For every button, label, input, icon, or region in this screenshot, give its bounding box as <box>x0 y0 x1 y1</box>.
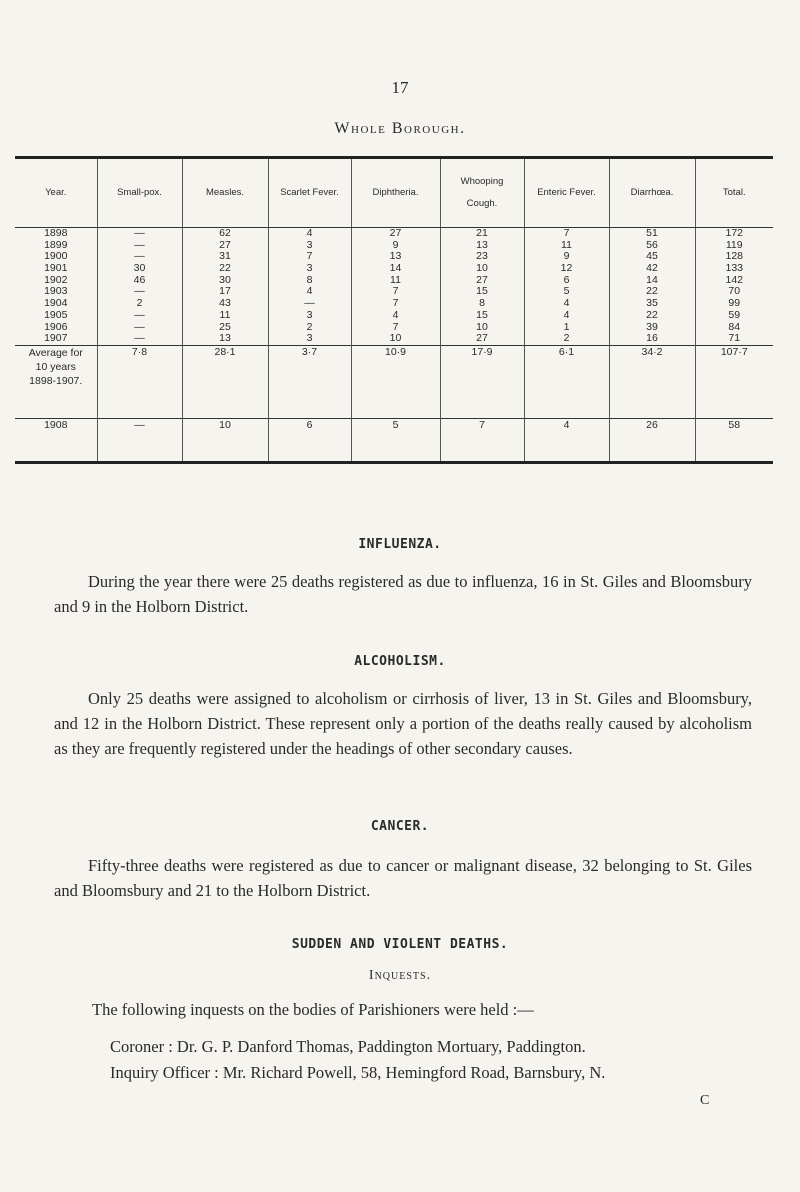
table-cell: 7 <box>392 320 399 333</box>
average-cell: 107·7 <box>695 345 773 418</box>
inquests-subheading: Inquests. <box>368 968 432 983</box>
table-cell: 5 <box>563 285 570 298</box>
table-cell: 13 <box>476 238 488 251</box>
cell-1908: 58 <box>695 418 773 462</box>
cell-1908: 6 <box>268 418 351 462</box>
table-cell: 22 <box>646 308 658 321</box>
table-cell: 70 <box>728 285 741 298</box>
table-cell: 1906 <box>44 320 68 333</box>
table-cell: 1907 <box>44 332 68 345</box>
header-measles: Measles. <box>182 158 268 228</box>
table-cell: 16 <box>646 332 658 345</box>
column-diphtheria <box>351 228 440 346</box>
cell-1908: 10 <box>182 418 268 462</box>
table-cell: 1903 <box>44 285 68 298</box>
table-cell: 4 <box>306 285 313 298</box>
table-cell: 15 <box>476 308 488 321</box>
header-total: Total. <box>695 158 773 228</box>
average-cell: 7·8 <box>97 345 182 418</box>
average-cell: 28·1 <box>182 345 268 418</box>
average-cell: 17·9 <box>440 345 524 418</box>
table-cell: 2 <box>306 320 313 333</box>
table-cell: 3 <box>306 332 313 345</box>
table-cell: 133 <box>725 262 744 275</box>
cell-1908: 5 <box>351 418 440 462</box>
influenza-heading: INFLUENZA. <box>358 537 442 552</box>
table-cell: 31 <box>219 250 231 263</box>
column-enteric-fever <box>524 228 609 346</box>
table-cell: 12 <box>560 262 573 275</box>
cell-1908: 1908 <box>15 418 97 462</box>
average-cell: 6·1 <box>524 345 609 418</box>
table-cell: 99 <box>728 297 741 310</box>
table-cell: 1899 <box>44 238 68 251</box>
table-cell: 11 <box>561 238 572 251</box>
alcoholism-paragraph <box>54 686 752 761</box>
column-total <box>695 228 773 346</box>
table-cell: — <box>134 250 145 263</box>
table-cell: 30 <box>219 273 231 286</box>
table-cell: 11 <box>219 308 231 321</box>
table-cell: 1902 <box>44 273 68 286</box>
cell-1908: 4 <box>524 418 609 462</box>
average-cell: 3·7 <box>268 345 351 418</box>
table-cell: 27 <box>389 227 402 239</box>
column-scarlet-fever <box>268 228 351 346</box>
row-1908 <box>15 418 773 462</box>
mortality-table <box>15 156 773 464</box>
influenza-paragraph <box>54 569 752 619</box>
table-cell: 8 <box>306 273 313 286</box>
table-cell: 1905 <box>44 308 68 321</box>
table-cell: 4 <box>563 297 570 310</box>
table-cell: — <box>134 227 145 239</box>
header-small-pox: Small-pox. <box>97 158 182 228</box>
table-cell: 56 <box>646 238 658 251</box>
column-diarrhoea <box>609 228 695 346</box>
header-scarlet-fever: Scarlet Fever. <box>268 158 351 228</box>
average-cell: 10·9 <box>351 345 440 418</box>
table-cell: 1904 <box>44 297 68 310</box>
table-cell: 14 <box>646 273 658 286</box>
table-cell: — <box>134 332 145 345</box>
table-cell: 13 <box>219 332 231 345</box>
table-header-row <box>15 158 773 228</box>
table-title: Whole Borough. <box>334 120 466 137</box>
table-cell: 59 <box>728 308 741 321</box>
table-cell: 3 <box>306 238 313 251</box>
table-cell: 1901 <box>44 262 68 275</box>
table-cell: 3 <box>306 262 313 275</box>
cancer-heading: CANCER. <box>370 819 430 834</box>
table-cell: 2 <box>136 297 143 310</box>
table-cell: 2 <box>563 332 570 345</box>
table-cell: 1 <box>563 320 570 333</box>
table-cell: — <box>134 308 145 321</box>
table-cell: 51 <box>646 227 658 239</box>
table-cell: 27 <box>476 332 488 345</box>
cell-1908: — <box>97 418 182 462</box>
table-cell: — <box>304 297 315 310</box>
cell-1908: 26 <box>609 418 695 462</box>
table-cell: 4 <box>563 308 570 321</box>
column-year <box>15 228 97 346</box>
table-cell: 30 <box>133 262 146 275</box>
alcoholism-text: Only 25 deaths were assigned to alcoholism or cirrhosis of liver, 13 in St. Giles and Bloomsbury, and 12 in the Holborn District. These represent only a portion of the deaths really caused by alcoholism as they are frequently registered under the headings of other secondary causes. <box>54 689 752 758</box>
inquiry-officer-line: Inquiry Officer : Mr. Richard Powell, 58, Hemingford Road, Barnsbury, N. <box>110 1063 606 1082</box>
header-whooping-cough <box>440 158 524 228</box>
cancer-text: Fifty-three deaths were registered as due to cancer or malignant disease, 32 belonging to St. Giles and Bloomsbury and 21 to the Holborn District. <box>54 856 752 900</box>
table-cell: 22 <box>219 262 231 275</box>
table-cell: 8 <box>479 297 485 310</box>
header-year: Year. <box>15 158 97 228</box>
sudden-deaths-heading: SUDDEN AND VIOLENT DEATHS. <box>291 937 509 952</box>
page-number: 17 <box>391 78 409 97</box>
column-measles <box>182 228 268 346</box>
average-label-line: 1898-1907. <box>29 374 83 387</box>
signature-mark: C <box>700 1093 710 1108</box>
table-cell: 9 <box>563 250 570 263</box>
table-cell: — <box>134 238 145 251</box>
header-enteric-fever: Enteric Fever. <box>524 158 609 228</box>
table-cell: 15 <box>476 285 488 298</box>
table-cell: 172 <box>725 227 744 239</box>
table-cell: 7 <box>563 227 570 239</box>
table-cell: 10 <box>476 320 488 333</box>
table-cell: 25 <box>219 320 231 333</box>
table-cell: 27 <box>476 273 488 286</box>
table-cell: — <box>134 320 145 333</box>
header-whooping-line-2: Cough. <box>466 198 498 209</box>
table-cell: 62 <box>219 227 231 239</box>
table-cell: 42 <box>646 262 658 275</box>
table-cell: 6 <box>563 273 570 286</box>
yearly-rows <box>15 228 773 346</box>
table-cell: 21 <box>476 227 488 239</box>
header-whooping-line-1: Whooping <box>460 176 504 187</box>
average-row <box>15 345 773 418</box>
average-label-line: Average for <box>28 346 83 359</box>
coroner-line: Coroner : Dr. G. P. Danford Thomas, Paddington Mortuary, Paddington. <box>110 1037 586 1056</box>
table-cell: — <box>134 285 145 298</box>
table-cell: 43 <box>219 297 231 310</box>
average-label <box>15 345 97 418</box>
table-cell: 9 <box>392 238 399 251</box>
table-cell: 10 <box>476 262 488 275</box>
header-diphtheria: Diphtheria. <box>351 158 440 228</box>
header-diarrhoea: Diarrhœa. <box>609 158 695 228</box>
table-cell: 11 <box>390 273 401 286</box>
table-cell: 7 <box>392 297 399 310</box>
cancer-paragraph <box>54 853 752 903</box>
column-whooping-cough <box>440 228 524 346</box>
alcoholism-heading: ALCOHOLISM. <box>354 654 446 669</box>
table-cell: 23 <box>476 250 488 263</box>
table-cell: 22 <box>646 285 658 298</box>
table-cell: 14 <box>389 262 402 275</box>
table-cell: 46 <box>133 273 146 286</box>
table-cell: 142 <box>725 273 744 286</box>
table-cell: 1900 <box>44 250 68 263</box>
table-cell: 1898 <box>44 227 68 239</box>
table-cell: 119 <box>725 238 743 251</box>
table-cell: 71 <box>728 332 741 345</box>
column-small-pox <box>97 228 182 346</box>
table-cell: 35 <box>646 297 658 310</box>
table-cell: 45 <box>646 250 658 263</box>
table-cell: 10 <box>389 332 402 345</box>
cell-1908: 7 <box>440 418 524 462</box>
table-cell: 4 <box>306 227 313 239</box>
table-cell: 17 <box>219 285 231 298</box>
table-cell: 27 <box>219 238 231 251</box>
table-cell: 3 <box>306 308 313 321</box>
table-cell: 7 <box>306 250 313 263</box>
table-cell: 128 <box>725 250 744 263</box>
influenza-text: During the year there were 25 deaths registered as due to influenza, 16 in St. Giles and Bloomsbury and 9 in the Holborn District. <box>54 572 752 616</box>
table-cell: 39 <box>646 320 658 333</box>
average-label-line: 10 years <box>35 360 76 373</box>
table-cell: 4 <box>392 308 399 321</box>
inquests-intro: The following inquests on the bodies of Parishioners were held :— <box>92 1000 534 1019</box>
table-cell: 84 <box>728 320 741 333</box>
table-cell: 7 <box>392 285 399 298</box>
average-cell: 34·2 <box>609 345 695 418</box>
table-cell: 13 <box>389 250 402 263</box>
